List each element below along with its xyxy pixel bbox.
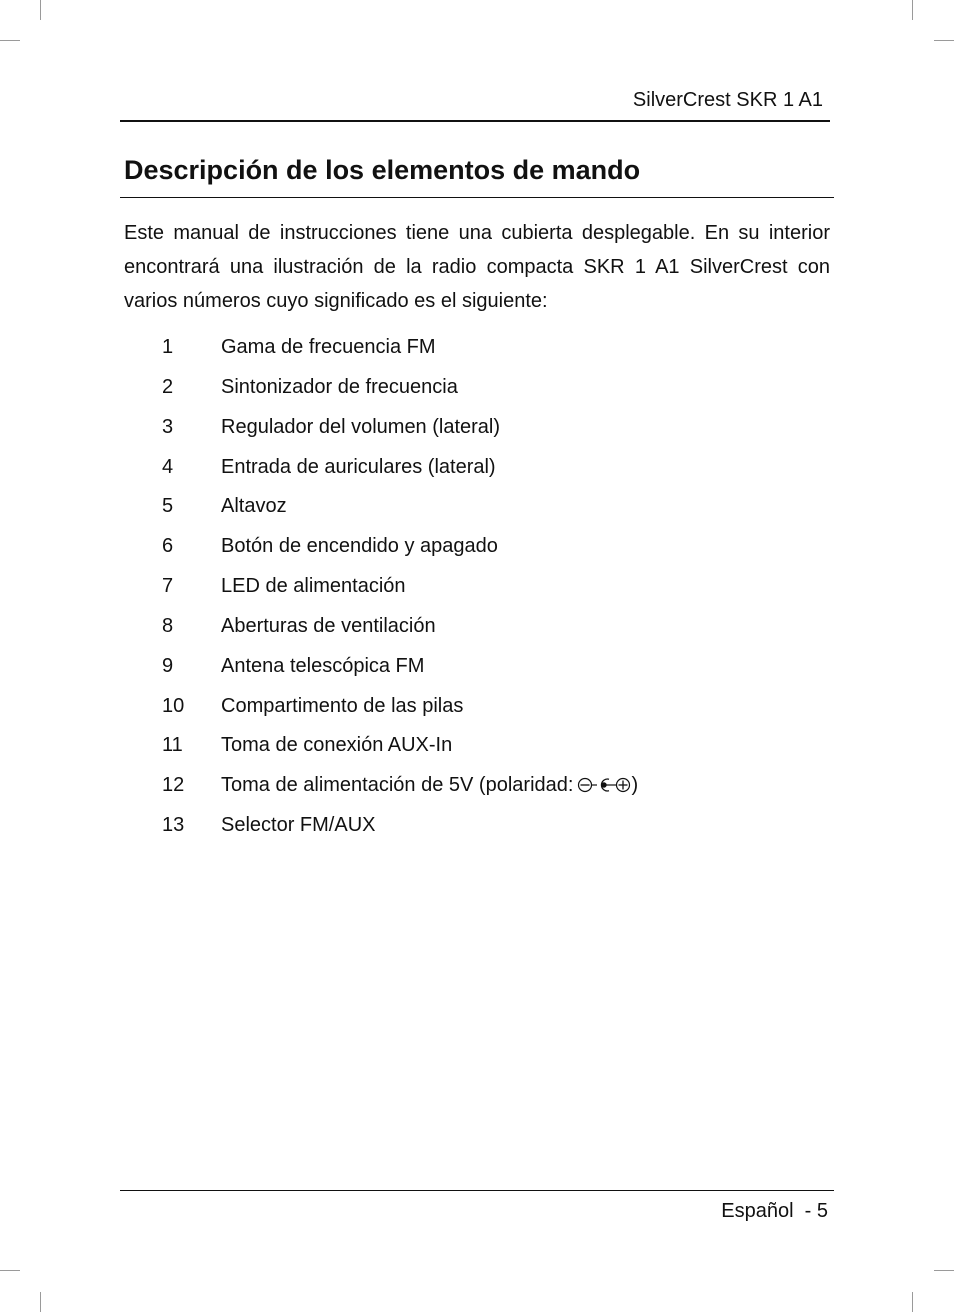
- item-number: 12: [162, 774, 185, 797]
- item-label-with-symbol: [221, 766, 638, 804]
- list-item: [0, 607, 954, 647]
- item-label: Toma de alimentación de 5V (polaridad:: [221, 774, 574, 797]
- crop-mark: [0, 1270, 20, 1271]
- item-number: 4: [162, 455, 174, 478]
- item-label: Compartimento de las pilas: [221, 694, 464, 717]
- item-number: 13: [162, 814, 185, 837]
- list-item: [0, 766, 954, 806]
- item-number: 7: [162, 575, 174, 598]
- item-label: Antena telescópica FM: [221, 654, 425, 677]
- item-number: 5: [162, 495, 174, 518]
- list-item: [0, 328, 954, 368]
- item-label: Entrada de auriculares (lateral): [221, 455, 496, 478]
- item-label: Altavoz: [221, 495, 287, 518]
- crop-mark: [934, 1270, 954, 1271]
- item-label: Aberturas de ventilación: [221, 614, 436, 637]
- item-label: Gama de frecuencia FM: [221, 336, 436, 358]
- crop-mark: [0, 40, 20, 41]
- section-heading: Descripción de los elementos de mando: [124, 155, 641, 185]
- list-item: [0, 726, 954, 766]
- controls-list: [0, 328, 954, 846]
- item-label: Toma de conexión AUX-In: [221, 734, 453, 757]
- page-footer: Español - 5: [721, 1200, 828, 1222]
- item-label: LED de alimentación: [221, 575, 406, 598]
- crop-mark: [40, 1292, 41, 1312]
- list-item: [0, 527, 954, 567]
- footer-divider: [120, 1190, 834, 1191]
- item-label: Sintonizador de frecuencia: [221, 375, 458, 398]
- crop-mark: [912, 1292, 913, 1312]
- item-number: 9: [162, 654, 174, 677]
- item-number: 10: [162, 694, 185, 717]
- page-header-title: SilverCrest SKR 1 A1: [632, 89, 823, 111]
- list-item: [0, 408, 954, 448]
- list-item: [0, 448, 954, 488]
- item-number: 1: [162, 336, 174, 358]
- item-number: 2: [162, 375, 174, 398]
- crop-mark: [40, 0, 41, 20]
- list-item: [0, 806, 954, 846]
- item-number: 11: [162, 734, 183, 757]
- crop-mark: [912, 0, 913, 20]
- list-item: [0, 647, 954, 687]
- item-label: Selector FM/AUX: [221, 814, 376, 837]
- item-label-suffix: ): [631, 774, 639, 797]
- item-label: Regulador del volumen (lateral): [221, 415, 501, 438]
- item-number: 3: [162, 415, 174, 438]
- crop-mark: [934, 40, 954, 41]
- item-number: 6: [162, 535, 174, 558]
- intro-paragraph: Este manual de instrucciones tiene una cubierta desplegable. En su interior encontrará una ilustración de la radio compacta SKR 1 A1 SilverCrest con varios números cuyo significado es el siguiente:: [124, 222, 830, 312]
- header-divider: [120, 120, 830, 122]
- heading-divider: [120, 197, 834, 198]
- item-number: 8: [162, 614, 174, 637]
- list-item: [0, 567, 954, 607]
- list-item: [0, 487, 954, 527]
- list-item: [0, 687, 954, 727]
- item-label: Botón de encendido y apagado: [221, 535, 498, 558]
- list-item: [0, 368, 954, 408]
- polarity-symbol-icon: [577, 776, 631, 794]
